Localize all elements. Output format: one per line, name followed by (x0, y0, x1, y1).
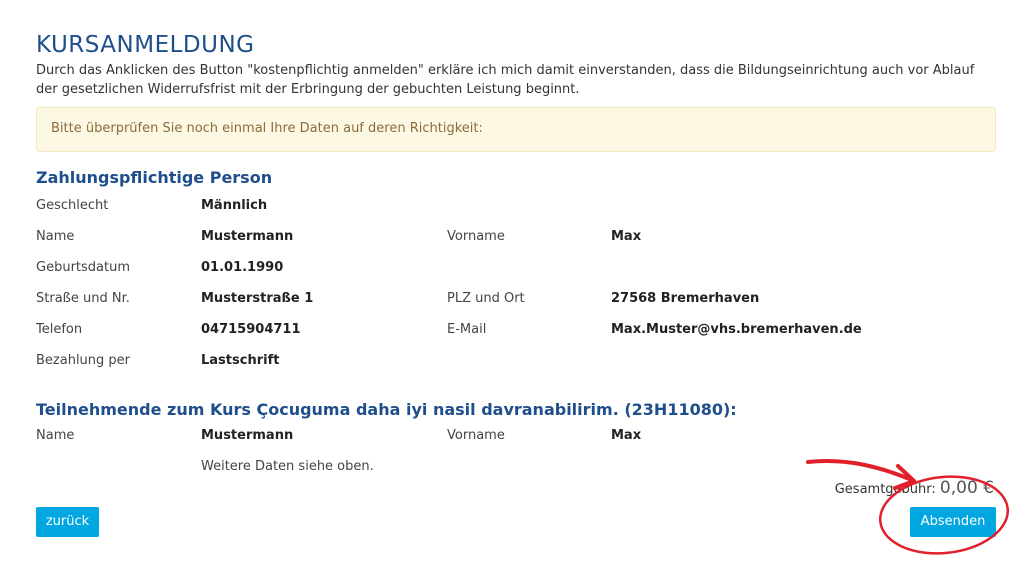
name-value: Mustermann (201, 229, 294, 244)
street-value: Musterstraße 1 (201, 291, 314, 306)
participant-firstname-label: Vorname (447, 428, 505, 443)
submit-button[interactable]: Absenden (910, 507, 996, 537)
total-label: Gesamtgebühr: (834, 482, 936, 497)
total-fee (835, 478, 994, 498)
gender-value: Männlich (201, 198, 268, 213)
city-label: PLZ und Ort (447, 291, 525, 306)
participant-firstname-value: Max (611, 428, 642, 443)
firstname-value: Max (611, 229, 642, 244)
phone-value: 04715904711 (201, 322, 301, 337)
payment-value: Lastschrift (201, 353, 280, 368)
email-value: Max.Muster@vhs.bremerhaven.de (611, 322, 862, 337)
street-label: Straße und Nr. (36, 291, 130, 306)
page-title: KURSANMELDUNG (36, 32, 255, 58)
email-label: E-Mail (447, 322, 487, 337)
intro-text: Durch das Anklicken des Button "kostenpflichtig anmelden" erkläre ich mich damit einverstanden, dass die Bildungseinrichtung auch vor Ablauf der gesetzlichen Widerrufsfrist mit der Erbringung der gebuchten Leistung beginnt. (36, 63, 975, 97)
phone-label: Telefon (36, 322, 83, 337)
participant-note: Weitere Daten siehe oben. (201, 459, 374, 474)
participant-section-title: Teilnehmende zum Kurs Çocuguma daha iyi nasil davranabilirim. (23H11080): (36, 400, 737, 419)
city-value: 27568 Bremerhaven (611, 291, 760, 306)
name-label: Name (36, 229, 75, 244)
payment-label: Bezahlung per (36, 353, 131, 368)
gender-label: Geschlecht (36, 198, 109, 213)
birthdate-value: 01.01.1990 (201, 260, 284, 275)
firstname-label: Vorname (447, 229, 505, 244)
total-amount: 0,00 € (939, 478, 994, 498)
payer-section-title: Zahlungspflichtige Person (36, 168, 273, 187)
participant-name-label: Name (36, 428, 75, 443)
birthdate-label: Geburtsdatum (36, 260, 130, 275)
back-button[interactable]: zurück (36, 507, 99, 537)
participant-name-value: Mustermann (201, 428, 294, 443)
review-alert: Bitte überprüfen Sie noch einmal Ihre Daten auf deren Richtigkeit: (36, 107, 996, 152)
